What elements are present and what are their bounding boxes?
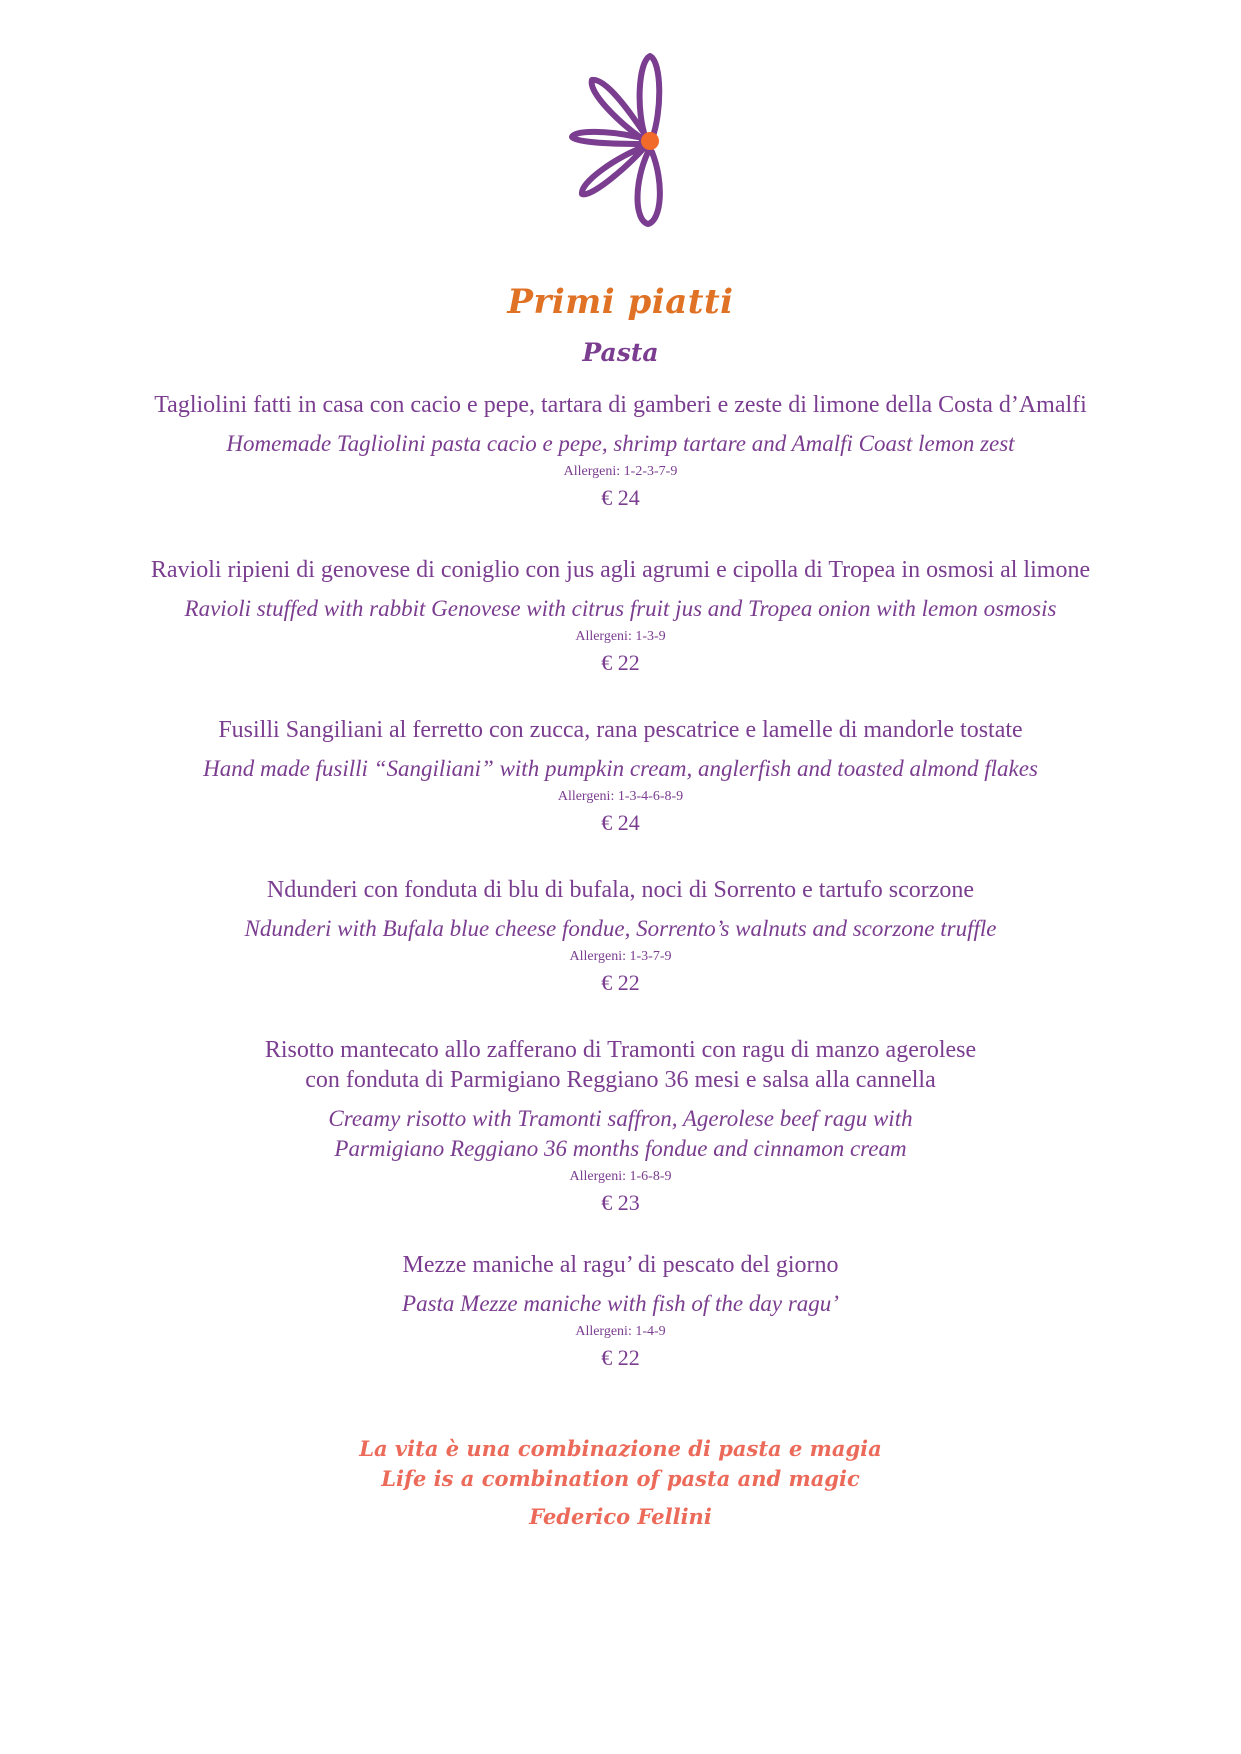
dish-price: € 22 — [601, 650, 640, 675]
dish-name-english: Homemade Tagliolini pasta cacio e pepe, shrimp tartare and Amalfi Coast lemon zest — [226, 431, 1015, 456]
dish-name-english — [150, 1104, 1091, 1164]
dish-allergens: Allergeni: 1-3-7-9 — [569, 949, 672, 964]
dish-name-italian: Mezze maniche al ragu’ di pescato del giorno — [402, 1252, 839, 1278]
dish-item — [150, 555, 1091, 676]
fellini-quote — [0, 1434, 1241, 1532]
dish-price: € 22 — [601, 1345, 640, 1370]
dish-price: € 22 — [601, 970, 640, 995]
dish-name-italian: Tagliolini fatti in casa con cacio e pepe, tartara di gamberi e zeste di limone della Costa d’Amalfi — [154, 392, 1087, 418]
dish-price: € 24 — [601, 810, 640, 835]
dish-name-english: Hand made fusilli “Sangiliani” with pumpkin cream, anglerfish and toasted almond flakes — [203, 756, 1038, 781]
dish-name-italian — [150, 1035, 1091, 1095]
dish-item — [150, 875, 1091, 996]
dish-allergens: Allergeni: 1-3-4-6-8-9 — [557, 789, 684, 804]
section-title: Primi piatti — [507, 282, 734, 322]
section-subtitle: Pasta — [582, 338, 659, 367]
dish-item — [150, 1250, 1091, 1371]
dish-name-english: Pasta Mezze maniche with fish of the day ragu’ — [402, 1291, 839, 1316]
dish-name-english: Ravioli stuffed with rabbit Genovese with citrus fruit jus and Tropea onion with lemon osmosis — [184, 596, 1057, 621]
dish-name-italian: Ravioli ripieni di genovese di coniglio con jus agli agrumi e cipolla di Tropea in osmosi al limone — [150, 557, 1091, 583]
dish-allergens: Allergeni: 1-2-3-7-9 — [563, 464, 678, 479]
dish-name-english-line: Parmigiano Reggiano 36 months fondue and cinnamon cream — [334, 1136, 907, 1161]
dish-name-english: Ndunderi with Bufala blue cheese fondue, Sorrento’s walnuts and scorzone truffle — [244, 916, 997, 941]
dish-allergens: Allergeni: 1-4-9 — [575, 1324, 666, 1339]
dish-item — [150, 1035, 1091, 1216]
quote-italian: La vita è una combinazione di pasta e magia — [359, 1436, 882, 1461]
dish-allergens: Allergeni: 1-3-9 — [575, 629, 666, 644]
quote-author: Federico Fellini — [529, 1504, 712, 1529]
quote-english: Life is a combination of pasta and magic — [381, 1466, 860, 1491]
dish-item — [150, 715, 1091, 836]
dish-price: € 24 — [601, 485, 640, 510]
dish-name-english-line: Creamy risotto with Tramonti saffron, Agerolese beef ragu with — [328, 1106, 913, 1131]
dish-name-italian: Fusilli Sangiliani al ferretto con zucca, rana pescatrice e lamelle di mandorle tostate — [218, 717, 1023, 743]
dish-name-italian-line: con fonduta di Parmigiano Reggiano 36 mesi e salsa alla cannella — [305, 1067, 936, 1093]
flower-icon — [568, 52, 688, 252]
dish-allergens: Allergeni: 1-6-8-9 — [569, 1169, 672, 1184]
dish-name-italian-line: Risotto mantecato allo zafferano di Tramonti con ragu di manzo agerolese — [264, 1037, 977, 1063]
dish-name-italian: Ndunderi con fonduta di blu di bufala, noci di Sorrento e tartufo scorzone — [266, 877, 975, 903]
dish-price: € 23 — [601, 1190, 640, 1215]
dish-item — [150, 390, 1091, 511]
